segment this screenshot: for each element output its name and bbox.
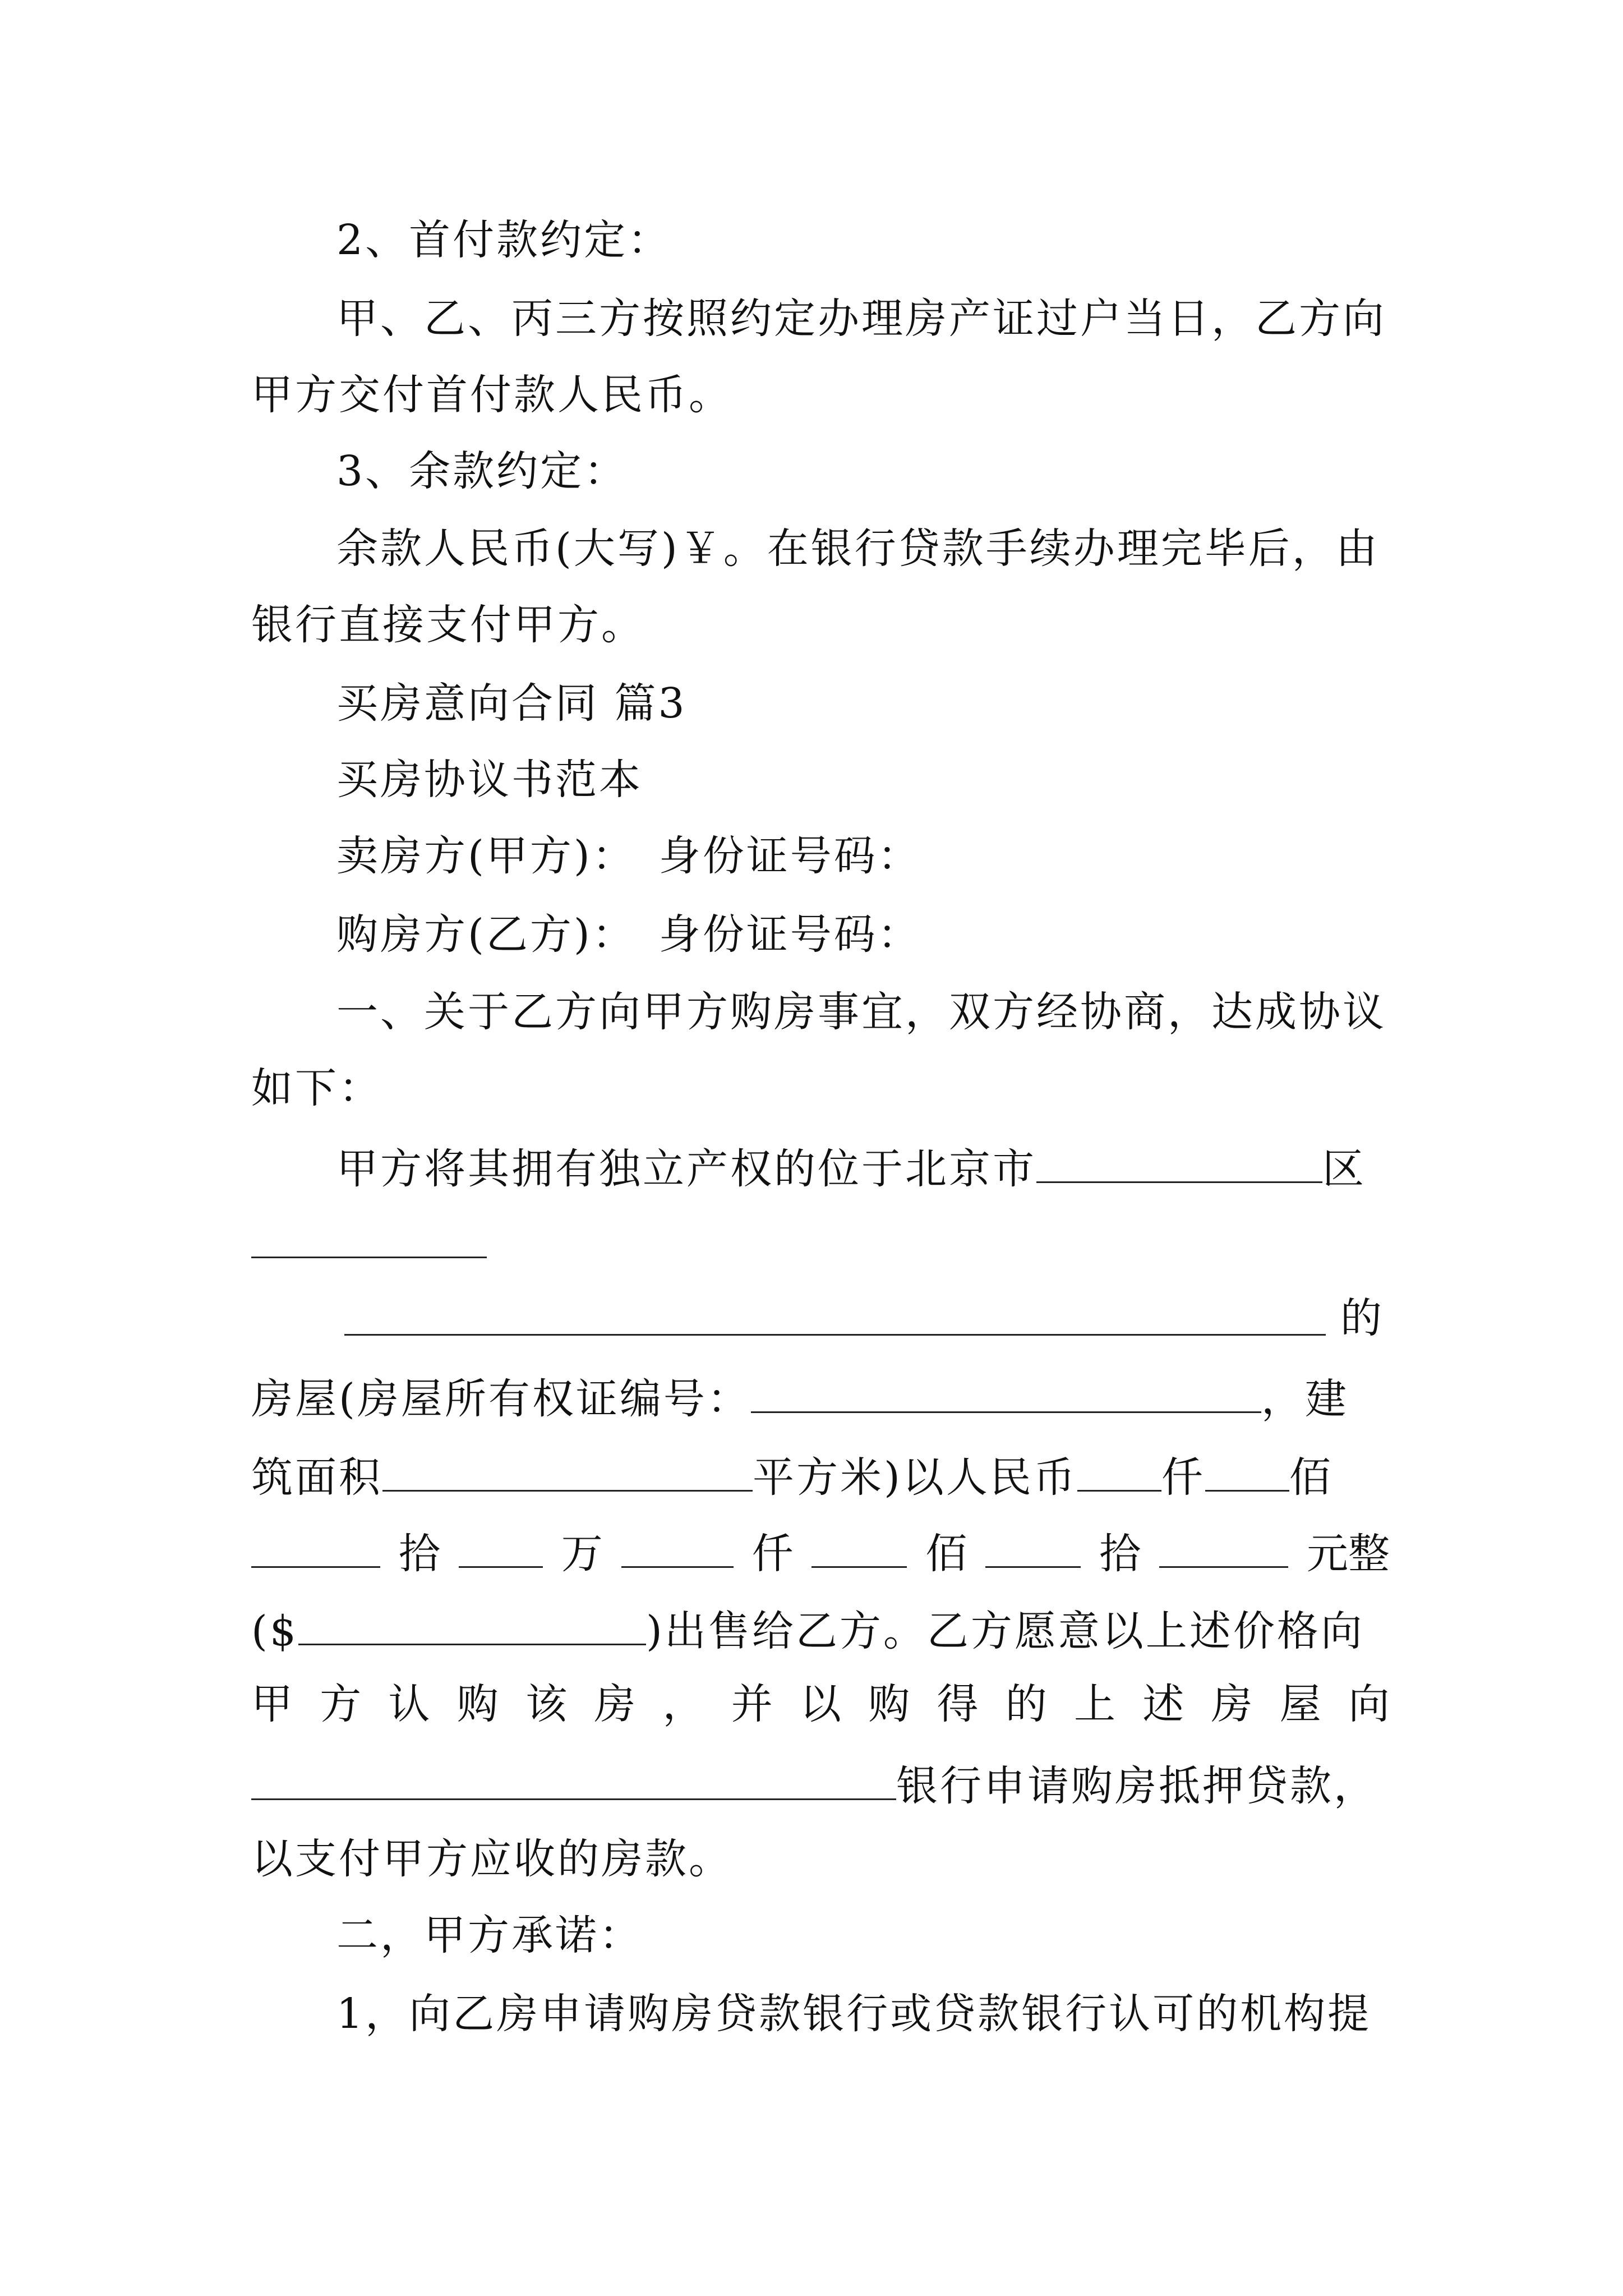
balance-text-line-2: 银行直接支付甲方。 xyxy=(251,601,645,649)
purchase-line xyxy=(251,1676,1390,1732)
dollar-amount-line xyxy=(251,1600,1364,1656)
payment-purpose-line: 以支付甲方应收的房款。 xyxy=(251,1835,732,1883)
unit-shi-1: 拾 xyxy=(398,1530,440,1578)
purchase-char: 该 xyxy=(525,1680,567,1728)
area-blank[interactable] xyxy=(382,1446,753,1492)
purchase-char: 以 xyxy=(800,1680,841,1728)
down-payment-text-line-2: 甲方交付首付款人民币。 xyxy=(251,371,732,419)
district-label: 区 xyxy=(1322,1145,1366,1193)
seller-line: 卖房方(甲方)： 身份证号码： xyxy=(336,832,921,880)
purchase-char: 购 xyxy=(457,1680,499,1728)
certificate-label: 房屋(房屋所有权证编号： xyxy=(251,1375,751,1423)
area-label: 筑面积 xyxy=(251,1453,382,1502)
buyer-line: 购房方(乙方)： 身份证号码： xyxy=(336,910,921,959)
ten-blank[interactable] xyxy=(985,1522,1081,1568)
bank-loan-text: 银行申请购房抵押贷款， xyxy=(896,1762,1377,1810)
hundred-million-blank[interactable] xyxy=(1205,1446,1289,1492)
certificate-line xyxy=(251,1368,1349,1424)
purchase-char: 房 xyxy=(594,1680,636,1728)
purchase-char: 的 xyxy=(1005,1680,1047,1728)
unit-qian-2: 仟 xyxy=(751,1530,794,1578)
dollar-prefix: ($ xyxy=(251,1607,298,1655)
purchase-char: 并 xyxy=(731,1680,773,1728)
certificate-number-blank[interactable] xyxy=(751,1368,1261,1413)
unit-wan: 万 xyxy=(561,1530,603,1578)
section-title: 买房意向合同 篇3 xyxy=(336,679,687,728)
purchase-char: 得 xyxy=(937,1680,979,1728)
district-blank[interactable] xyxy=(1036,1138,1322,1183)
amount-line xyxy=(251,1522,1390,1579)
area-price-line xyxy=(251,1446,1333,1502)
down-payment-heading: 2、首付款约定： xyxy=(336,216,672,264)
purchase-char: 方 xyxy=(320,1680,362,1728)
unit-bai-1: 佰 xyxy=(1289,1453,1333,1502)
balance-heading: 3、余款约定： xyxy=(336,447,628,495)
purchase-char: 甲 xyxy=(251,1680,293,1728)
unit-qian-1: 仟 xyxy=(1161,1453,1205,1502)
purchase-char: 向 xyxy=(1348,1680,1390,1728)
street-blank[interactable] xyxy=(251,1257,487,1258)
purchase-char: 屋 xyxy=(1279,1680,1321,1728)
clause-one-line-2: 如下： xyxy=(251,1064,382,1112)
unit-shi-2: 拾 xyxy=(1099,1530,1141,1578)
area-unit-text: 平方米)以人民币 xyxy=(753,1453,1077,1502)
unit-bai-2: 佰 xyxy=(925,1530,967,1578)
address-suffix: 的 xyxy=(1340,1294,1384,1342)
property-location-line xyxy=(336,1138,1366,1194)
purchase-char: 上 xyxy=(1074,1680,1115,1728)
yuan-blank[interactable] xyxy=(1159,1522,1288,1568)
sale-text: )出售给乙方。乙方愿意以上述价格向 xyxy=(645,1607,1364,1655)
bank-loan-line xyxy=(251,1755,1377,1811)
address-blank[interactable] xyxy=(344,1334,1326,1336)
purchase-char: ， xyxy=(662,1680,704,1728)
purchase-char: 认 xyxy=(388,1680,430,1728)
commitment-item-1: 1，向乙房申请购房贷款银行或贷款银行认可的机构提 xyxy=(336,1990,1372,2038)
unit-yuan: 元整 xyxy=(1306,1530,1390,1578)
seller-commitment-heading: 二，甲方承诺： xyxy=(336,1911,643,1959)
balance-text-line-1: 余款人民币(大写)￥。在银行贷款手续办理完毕后，由 xyxy=(336,524,1380,573)
clause-one-line-1: 一、关于乙方向甲方购房事宜，双方经协商，达成协议 xyxy=(336,988,1386,1036)
down-payment-text-line-1: 甲、乙、丙三方按照约定办理房产证过户当日，乙方向 xyxy=(336,295,1386,343)
thousand-million-blank[interactable] xyxy=(1077,1446,1161,1492)
bank-name-blank[interactable] xyxy=(251,1755,896,1800)
hundred-blank[interactable] xyxy=(811,1522,907,1568)
dollar-amount-blank[interactable] xyxy=(298,1600,646,1645)
property-location-text: 甲方将其拥有独立产权的位于北京市 xyxy=(336,1145,1036,1193)
certificate-suffix: ，建 xyxy=(1261,1375,1349,1423)
agreement-title: 买房协议书范本 xyxy=(336,756,643,804)
purchase-char: 购 xyxy=(868,1680,910,1728)
thousand-blank[interactable] xyxy=(621,1522,734,1568)
purchase-char: 房 xyxy=(1211,1680,1253,1728)
purchase-char: 述 xyxy=(1142,1680,1184,1728)
million-blank[interactable] xyxy=(459,1522,543,1568)
ten-million-blank[interactable] xyxy=(251,1522,380,1568)
